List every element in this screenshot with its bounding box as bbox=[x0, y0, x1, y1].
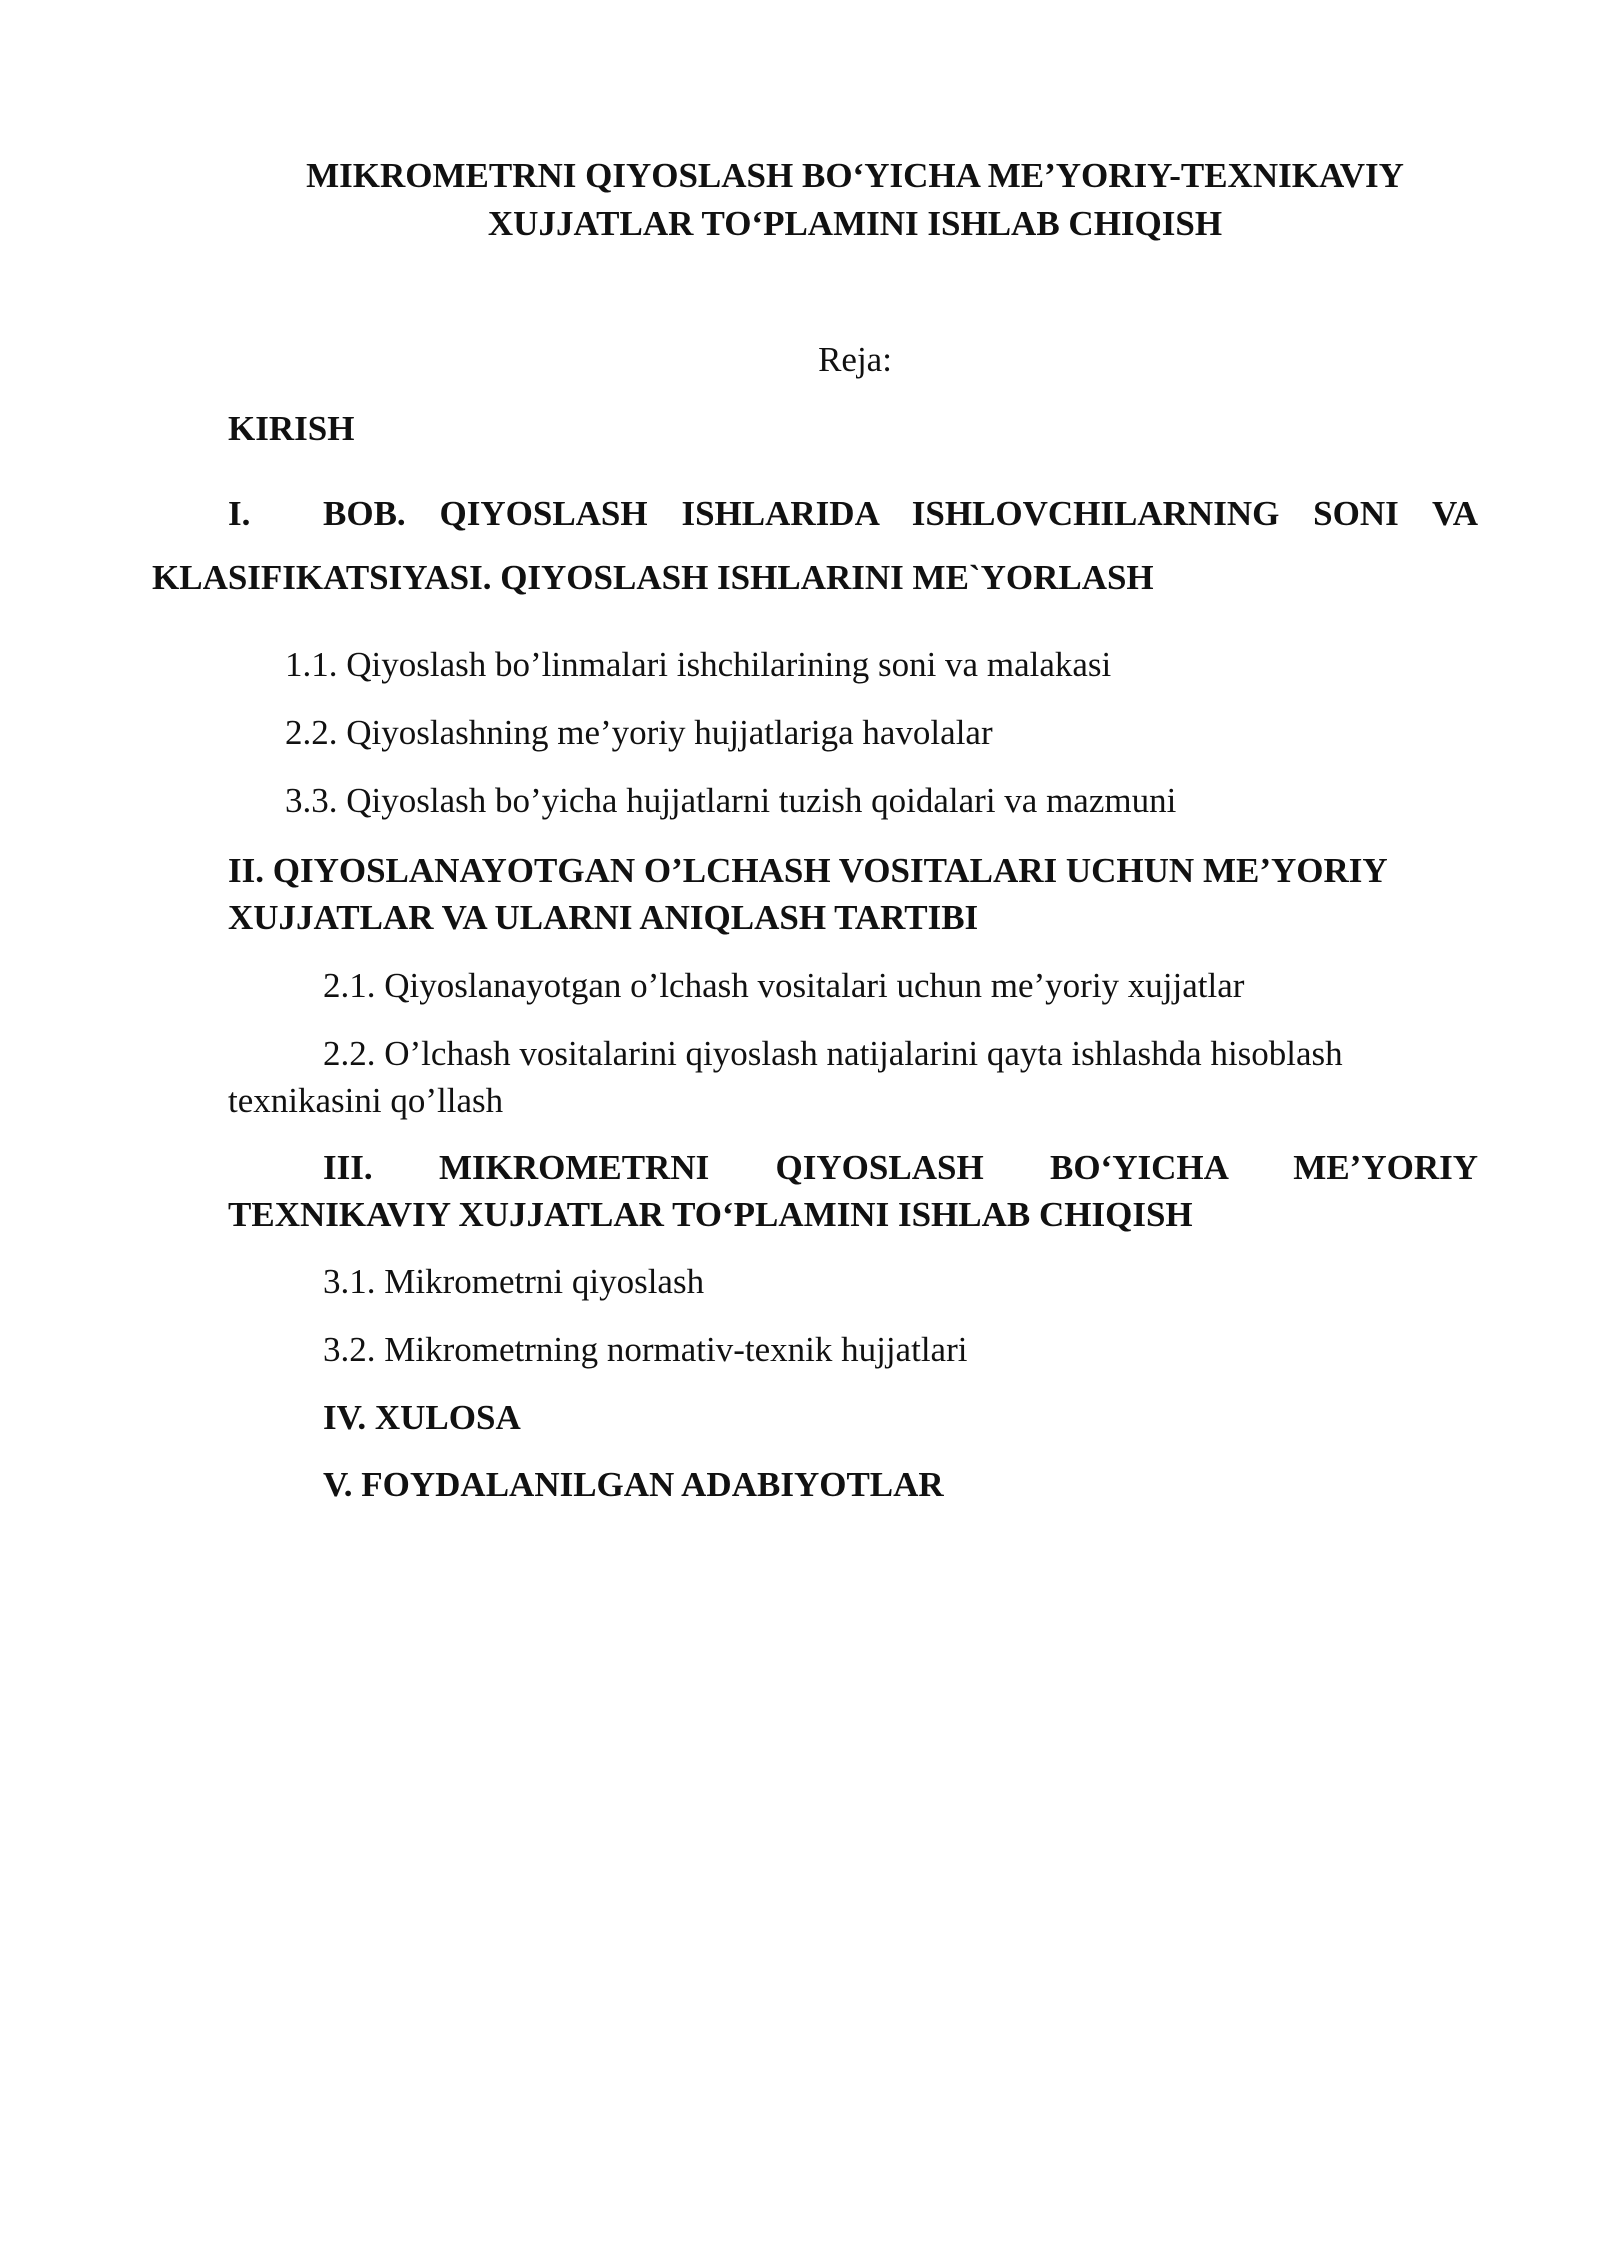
chapter2-heading-line2: XUJJATLAR VA ULARNI ANIQLASH TARTIBI bbox=[228, 898, 979, 937]
title-line-2: XUJJATLAR TO‘PLAMINI ISHLAB CHIQISH bbox=[487, 204, 1223, 243]
chapter3-heading-line1: III. MIKROMETRNI QIYOSLASH BO‘YICHA ME’YORIY bbox=[323, 1148, 1478, 1187]
chapter2-item-1: 2.1. Qiyoslanayotgan o’lchash vositalari uchun me’yoriy xujjatlar bbox=[323, 966, 1245, 1005]
chapter3-heading-line2: TEXNIKAVIY XUJJATLAR TO‘PLAMINI ISHLAB CHIQISH bbox=[228, 1195, 1193, 1234]
title-line-1: MIKROMETRNI QIYOSLASH BO‘YICHA ME’YORIY-TEXNIKAVIY bbox=[306, 156, 1404, 195]
intro-heading: KIRISH bbox=[228, 409, 355, 448]
chapter2-item-2-line2: texnikasini qo’llash bbox=[228, 1081, 504, 1120]
chapter1-item-1: 1.1. Qiyoslash bo’linmalari ishchilarining soni va malakasi bbox=[285, 645, 1112, 684]
chapter1-number: I. bbox=[228, 494, 251, 533]
chapter1-heading-line2: KLASIFIKATSIYASI. QIYOSLASH ISHLARINI ME`YORLASH bbox=[152, 558, 1154, 597]
chapter1-heading-line1: BOB. QIYOSLASH ISHLARIDA ISHLOVCHILARNING SONI VA bbox=[323, 494, 1478, 533]
chapter1-item-3: 3.3. Qiyoslash bo’yicha hujjatlarni tuzish qoidalari va mazmuni bbox=[285, 781, 1177, 820]
chapter3-item-1: 3.1. Mikrometrni qiyoslash bbox=[323, 1262, 705, 1301]
chapter2-heading-line1: II. QIYOSLANAYOTGAN O’LCHASH VOSITALARI UCHUN ME’YORIY bbox=[228, 851, 1388, 890]
chapter3-item-2: 3.2. Mikrometrning normativ-texnik hujjatlari bbox=[323, 1330, 968, 1369]
chapter1-item-2: 2.2. Qiyoslashning me’yoriy hujjatlariga havolalar bbox=[285, 713, 993, 752]
document-title bbox=[220, 152, 1490, 248]
conclusion-heading: IV. XULOSA bbox=[323, 1398, 521, 1437]
plan-label: Reja: bbox=[818, 340, 892, 379]
references-heading: V. FOYDALANILGAN ADABIYOTLAR bbox=[323, 1465, 944, 1504]
chapter2-item-2-line1: 2.2. O’lchash vositalarini qiyoslash natijalarini qayta ishlashda hisoblash bbox=[323, 1034, 1343, 1073]
